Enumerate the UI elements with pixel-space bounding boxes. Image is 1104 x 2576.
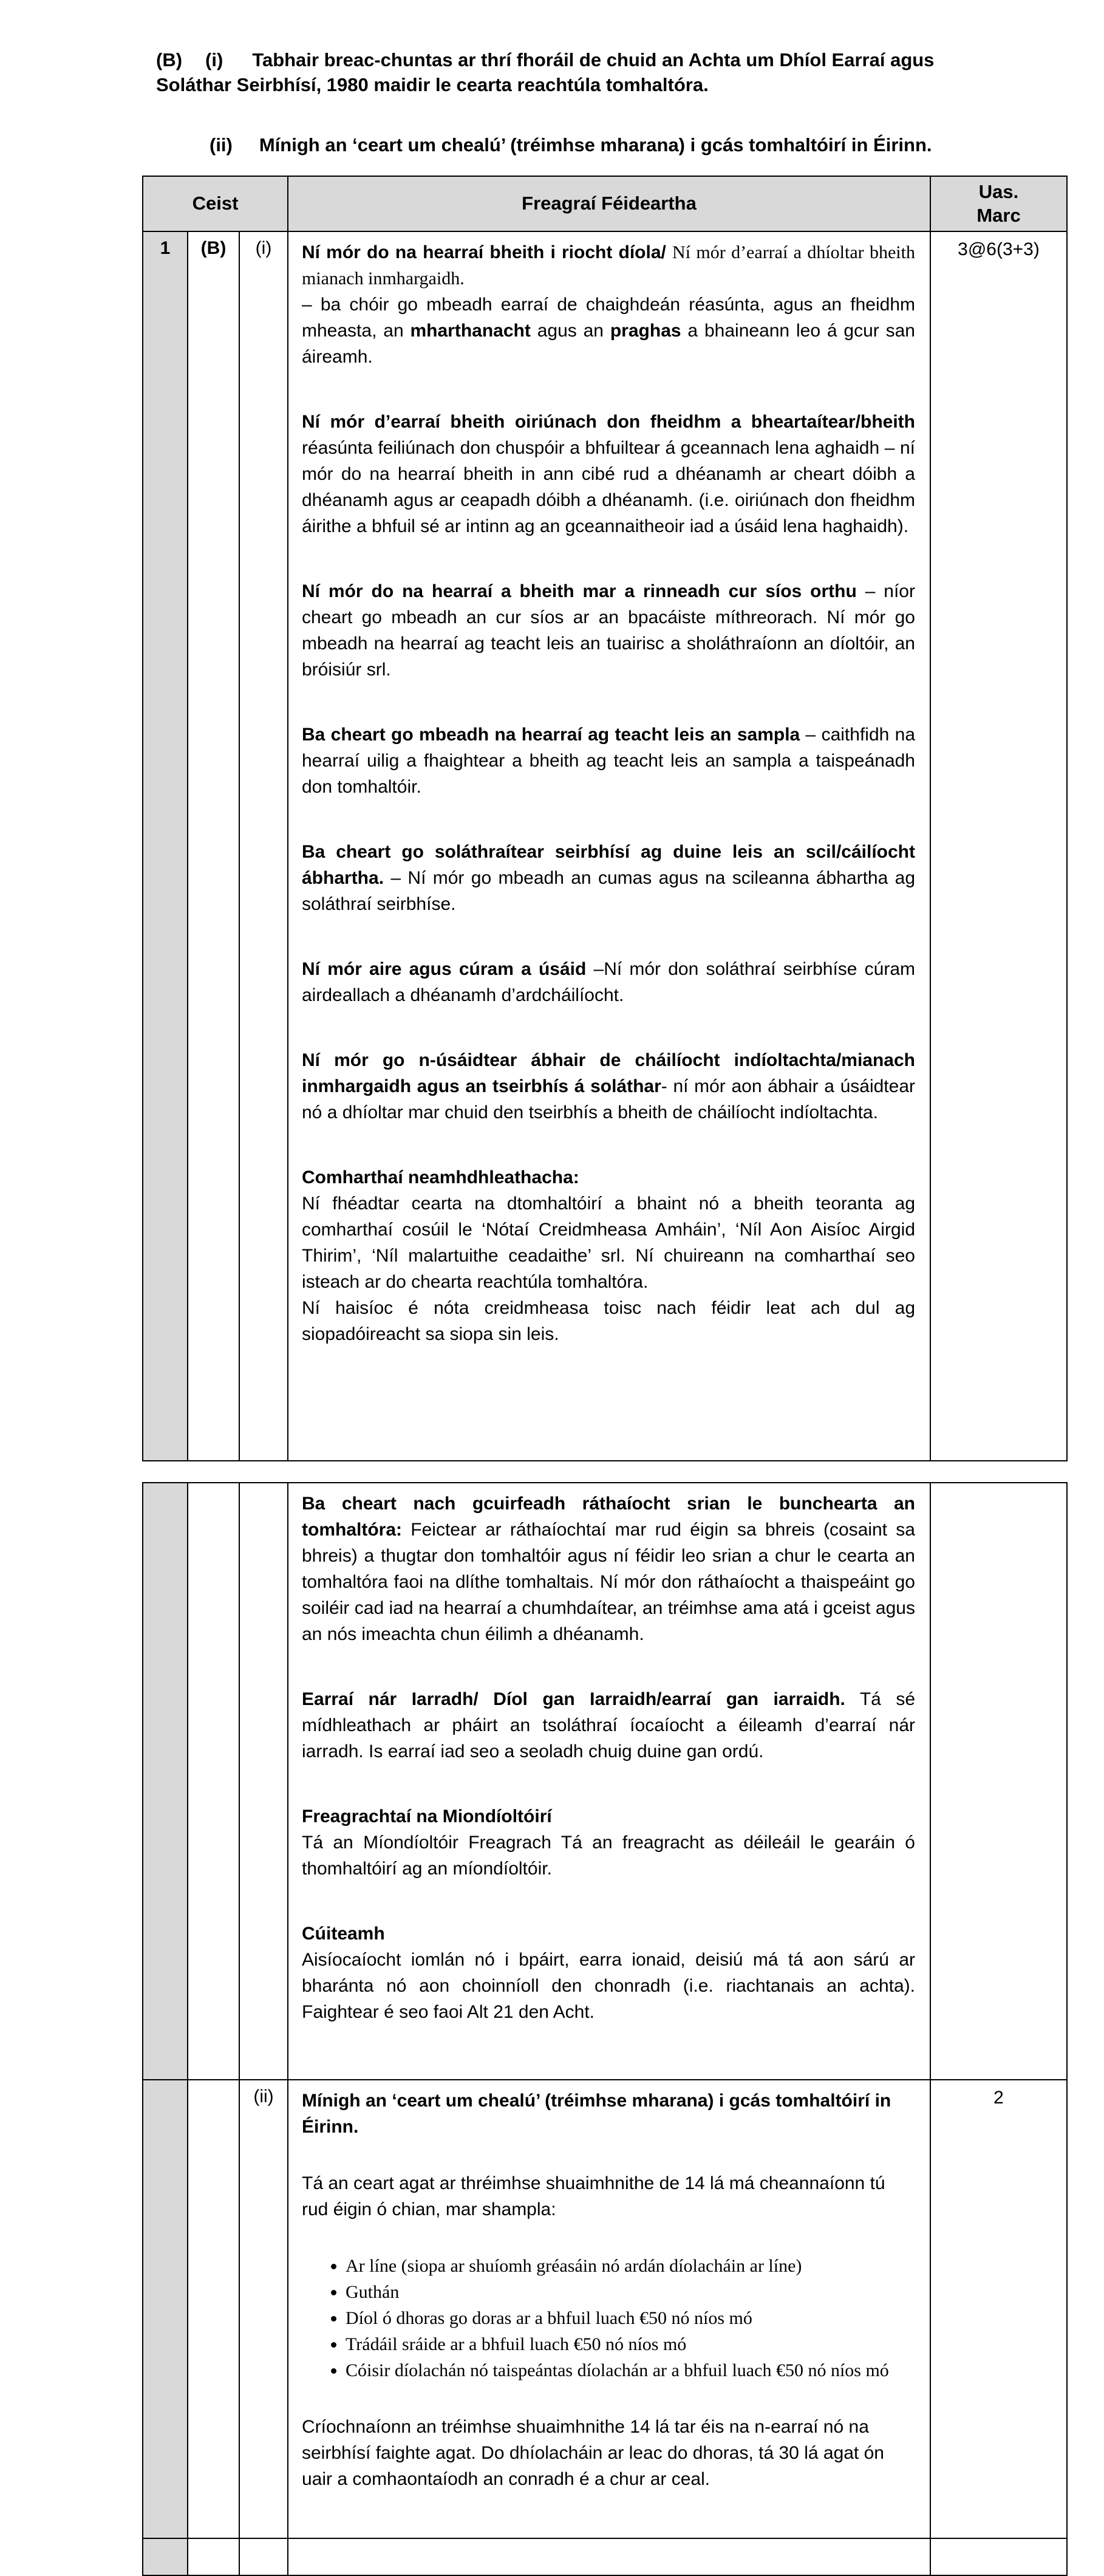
answer-paragraph (302, 1803, 915, 1882)
answer-row-part-i-continued (143, 1483, 1067, 2080)
header-marc-text: Marc (976, 204, 1021, 226)
answer-paragraph (302, 1491, 915, 1647)
question-part-cell-empty (188, 2080, 239, 2538)
text-segment: Ní mór d’earraí a dhíoltar bheith mianach inmhargaidh. (302, 242, 915, 289)
question-number-cell: 1 (143, 231, 188, 1461)
question-number-cell-empty (143, 1483, 188, 2080)
bullet-item: • Ar líne (siopa ar shuíomh gréasáin nó ardán díolacháin ar líne) (346, 2253, 915, 2279)
question-sub-cell-ii: (ii) (239, 2080, 288, 2538)
text-segment: Cúiteamh (302, 1924, 385, 1944)
answer-paragraph (302, 1047, 915, 1126)
marking-scheme-table-part1 (142, 176, 1068, 1461)
answer-row-part-i (143, 231, 1067, 1461)
answer-i-content (288, 231, 930, 1461)
text-segment: - ní mór aon ábhair a úsáidtear nó a dhíoltar mar chuid den tseirbhís a bheith de cháilíocht indíoltachta. (302, 1076, 915, 1122)
answer-content-empty (288, 2538, 930, 2575)
text-segment: Tá an Míondíoltóir Freagrach Tá an freagracht as déileáil le gearáin ó thomhaltóirí ag an míondíoltóir. (302, 1833, 915, 1879)
text-segment: réasúnta feiliúnach don chuspóir a bhfuiltear á gceannach lena aghaidh – ní mór do na hearraí bheith in ann cibé rud a dhéanamh ar cheart dóibh a dhéanamh agus ar ceapadh dóibh a dhéanamh. (i.e. oiriúnach don fheidhm áirithe a bhfuil sé ar intinn ag an gceannaitheoir iad a úsáid lena haghaidh). (302, 438, 915, 536)
answer-i-content-continued (288, 1483, 930, 2080)
header-ceist: Ceist (143, 176, 288, 231)
text-segment: Ba cheart go soláthraítear seirbhísí ag duine leis an scil/cáilíocht ábhartha. (302, 842, 915, 888)
answer-ii-closing: Críochnaíonn an tréimhse shuaimhnithe 14 lá tar éis na n-earraí nó na seirbhísí faighte agat. Do dhíolacháin ar leac do dhoras, tá 30 lá agat ón uair a comhaontaíodh an conradh é a chur ar ceal. (302, 2417, 884, 2489)
question-sub-cell-empty (239, 1483, 288, 2080)
marks-cell-empty (930, 1483, 1067, 2080)
question-part-cell: (B) (188, 231, 239, 1461)
question-number-cell-empty (143, 2538, 188, 2575)
answer-paragraph (302, 409, 915, 539)
question-b-ii (156, 132, 973, 157)
marking-scheme-table-part2 (142, 1482, 1068, 2576)
part-label-b: (B) (156, 49, 183, 70)
text-segment: Ní mór go n-úsáidtear ábhair de cháilíocht indíoltachta/mianach inmhargaidh agus an tseirbhís á soláthar (302, 1050, 915, 1096)
answer-row-part-ii (143, 2080, 1067, 2538)
answer-paragraph (302, 956, 915, 1008)
text-segment: Tá sé mídhleathach ar pháirt an tsoláthraí íocaíocht a éileamh d’earraí nár iarradh. Is earraí iad seo a seoladh chuig duine gan ordú. (302, 1689, 915, 1761)
text-segment: Earraí nár Iarradh/ Díol gan Iarraidh/earraí gan iarraidh. (302, 1689, 845, 1709)
bullet-item: • Cóisir díolachán nó taispeántas díolachán ar a bhfuil luach €50 nó níos mó (346, 2357, 915, 2383)
text-segment: Freagrachtaí na Miondíoltóirí (302, 1806, 552, 1826)
table-header-row (143, 176, 1067, 231)
header-freagrai: Freagraí Féideartha (288, 176, 930, 231)
text-segment: praghas (610, 321, 681, 341)
text-segment: – níor cheart go mbeadh an cur síos ar an bpacáiste míthreorach. Ní mór go mbeadh na hearraí ag teacht leis an tuairisc a sholáthraíonn an díoltóir, an bróisiúr srl. (302, 581, 915, 680)
text-segment: Ní mór aire agus cúram a úsáid (302, 959, 587, 979)
text-segment: Ba cheart nach gcuirfeadh ráthaíocht srian le bunchearta an tomhaltóra: (302, 1494, 915, 1540)
text-segment: Mínigh an ‘ceart um chealú’ (tréimhse mharana) i gcás tomhaltóirí in Éirinn. (302, 2091, 891, 2137)
text-segment: Ba cheart go mbeadh na hearraí ag teacht leis an sampla (302, 725, 800, 745)
bullet-item: • Díol ó dhoras go doras ar a bhfuil luach €50 nó níos mó (346, 2305, 915, 2331)
cancellation-bullet-list (326, 2253, 915, 2383)
answer-paragraph (302, 1686, 915, 1765)
text-segment: Ní mór d’earraí bheith oiriúnach don fheidhm a bheartaítear/bheith (302, 412, 915, 432)
text-segment: a bhaineann leo á gcur san áireamh. (302, 321, 915, 367)
text-segment: Comharthaí neamhdhleathacha: (302, 1167, 579, 1187)
text-segment: Ní mór do na hearraí a bheith mar a rinneadh cur síos orthu (302, 581, 857, 601)
answer-ii-intro: Tá an ceart agat ar thréimhse shuaimhnithe de 14 lá má cheannaíonn tú rud éigin ó chian, mar shampla: (302, 2173, 885, 2219)
question-ii-text: Mínigh an ‘ceart um chealú’ (tréimhse mharana) i gcás tomhaltóirí in Éirinn. (259, 134, 932, 155)
answer-ii-content (288, 2080, 930, 2538)
part-label-ii: (ii) (210, 134, 233, 155)
header-uas-text: Uas. (978, 180, 1019, 202)
text-segment: Ní haisíoc é nóta creidmheasa toisc nach féidir leat ach dul ag siopadóireacht sa siopa sin leis. (302, 1298, 915, 1344)
question-number-cell-empty (143, 2080, 188, 2538)
answer-paragraph (302, 1164, 915, 1347)
question-sub-cell-empty (239, 2538, 288, 2575)
answer-paragraph (302, 578, 915, 683)
text-segment: – ba chóir go mbeadh earraí de chaighdeán réasúnta, agus an fheidhm mheasta, an (302, 295, 915, 341)
empty-stub-row (143, 2538, 1067, 2575)
question-part-cell-empty (188, 2538, 239, 2575)
question-header (156, 47, 973, 157)
marks-cell-i: 3@6(3+3) (930, 231, 1067, 1461)
answer-paragraph (302, 1921, 915, 2025)
text-segment: – Ní mór go mbeadh an cumas agus na scileanna ábhartha ag soláthraí seirbhíse. (302, 868, 915, 914)
text-segment: – caithfidh na hearraí uilig a fhaightear a bheith ag teacht leis an sampla a taispeánadh don tomhaltóir. (302, 725, 916, 797)
text-segment: Aisíocaíocht iomlán nó i bpáirt, earra ionaid, deisiú má tá aon sárú ar bharánta nó aon choinníoll den chonradh (i.e. riachtanais an achta). Faightear é seo faoi Alt 21 den Acht. (302, 1950, 915, 2022)
answer-ii-heading (302, 2088, 915, 2140)
marks-cell-ii: 2 (930, 2080, 1067, 2538)
question-i-text: Tabhair breac-chuntas ar thrí fhoráil de chuid an Achta um Dhíol Earraí agus Soláthar Seirbhísí, 1980 maidir le cearta reachtúla tomhaltóra. (156, 49, 935, 95)
bullet-item: • Trádáil sráide ar a bhfuil luach €50 nó níos mó (346, 2331, 915, 2357)
text-segment: mharthanacht (410, 321, 531, 341)
part-label-i: (i) (205, 49, 223, 70)
text-segment: Ní mór do na hearraí bheith i riocht díola/ (302, 242, 673, 262)
question-b-i (156, 47, 973, 97)
text-segment: –Ní mór don soláthraí seirbhíse cúram airdeallach a dhéanamh d’ardcháilíocht. (302, 959, 915, 1005)
answer-paragraph (302, 722, 915, 800)
answer-paragraph (302, 839, 915, 917)
question-sub-cell-i: (i) (239, 231, 288, 1461)
text-segment: Ní fhéadtar cearta na dtomhaltóirí a bhaint nó a bheith teoranta ag comharthaí cosúil le ‘Nótaí Creidmheasa Amháin’, ‘Níl Aon Aisíoc Airgid Thirim’, ‘Níl malartuithe ceadaithe’ srl. Ní chuireann na comharthaí seo isteach ar do chearta reachtúla tomhaltóra. (302, 1194, 915, 1292)
answer-paragraph (302, 239, 915, 370)
marks-cell-empty (930, 2538, 1067, 2575)
bullet-item: • Guthán (346, 2279, 915, 2305)
text-segment: Feictear ar ráthaíochtaí mar rud éigin sa bhreis (cosaint sa bhreis) a thugtar don tomhaltóir agus ní féidir leo srian a chur le cearta an tomhaltóra faoi na dlíthe tomhaltais. Ní mór don ráthaíocht a thaispeáint go soiléir cad iad na hearraí a chumhdaítear, an tréimhse ama atá i gceist agus an nós imeachta chun éilimh a dhéanamh. (302, 1520, 915, 1644)
question-part-cell-empty (188, 1483, 239, 2080)
header-uas-marc (930, 176, 1067, 231)
text-segment: agus an (530, 321, 610, 341)
